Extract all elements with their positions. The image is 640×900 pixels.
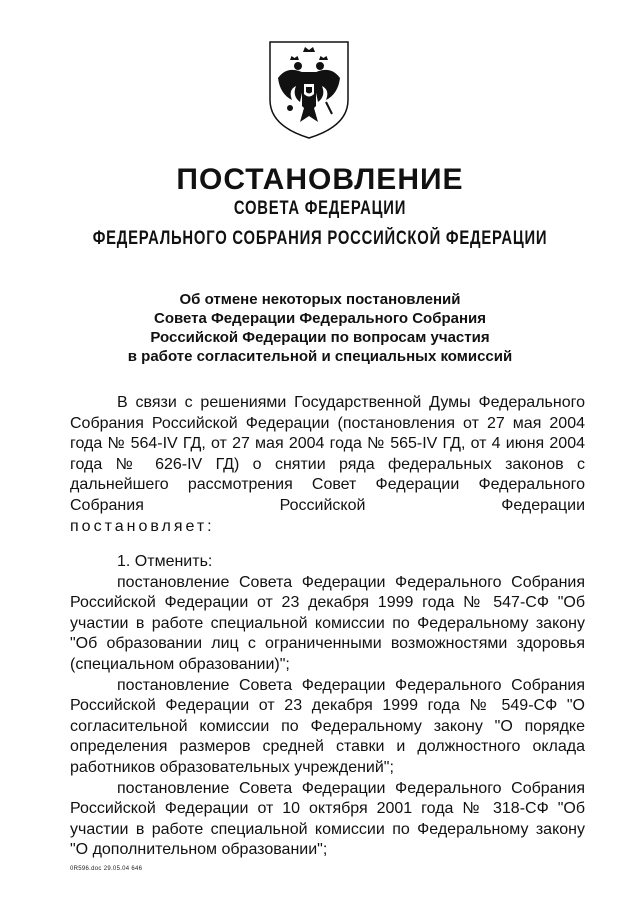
resolves-word: постановляет: [70, 517, 215, 535]
file-footer: 0R596.doc 29.05.04 646 [70, 866, 143, 872]
list-item: постановление Совета Федерации Федерального Собрания Российской Федерации от 23 декабря 1999 года № 547-СФ "Об участии в работе специальной комиссии по Федеральному закону "Об образовании лиц с ограниченными возможностями здоровья (специальном образовании)"; [70, 573, 585, 673]
section-1-heading: 1. Отменить: [117, 553, 213, 570]
issuer-line-2: ФЕДЕРАЛЬНОГО СОБРАНИЯ РОССИЙСКОЙ ФЕДЕРАЦИИ [92, 228, 548, 249]
coat-of-arms-emblem [266, 38, 352, 142]
list-item: постановление Совета Федерации Федерального Собрания Российской Федерации от 10 октября 2001 года № 318-СФ "Об участии в работе специальной комиссии по Федеральному закону "О дополнительном образовании"; [70, 779, 585, 859]
section-1 [70, 552, 585, 861]
subject-line: Совета Федерации Федерального Собрания [153, 310, 487, 327]
document-type-title: ПОСТАНОВЛЕНИЕ [176, 163, 464, 196]
preamble-text: В связи с решениями Государственной Думы Федерального Собрания Российской Федерации (постановления от 27 мая 2004 года № 564-IV ГД, от 27 мая 2004 года № 565-IV ГД, от 4 июня 2004 года № 626-IV ГД) о снятии ряда федеральных законов с дальнейшего рассмотрения Совет Федерации Федерального Собрания Российской Федерации [70, 394, 585, 514]
list-item: постановление Совета Федерации Федерального Собрания Российской Федерации от 23 декабря 1999 года № 549-СФ "О согласительной комиссии по Федеральному закону "О порядке определения размеров средней ставки и должностного оклада работников образовательных учреждений"; [70, 676, 585, 776]
subject-line: в работе согласительной и специальных комиссий [127, 348, 513, 365]
preamble-block [70, 393, 585, 537]
subject-line: Российской Федерации по вопросам участия [150, 329, 490, 346]
subject-line: Об отмене некоторых постановлений [179, 291, 461, 308]
document-subject [60, 290, 580, 366]
issuer-line-1: СОВЕТА ФЕДЕРАЦИИ [233, 198, 407, 219]
